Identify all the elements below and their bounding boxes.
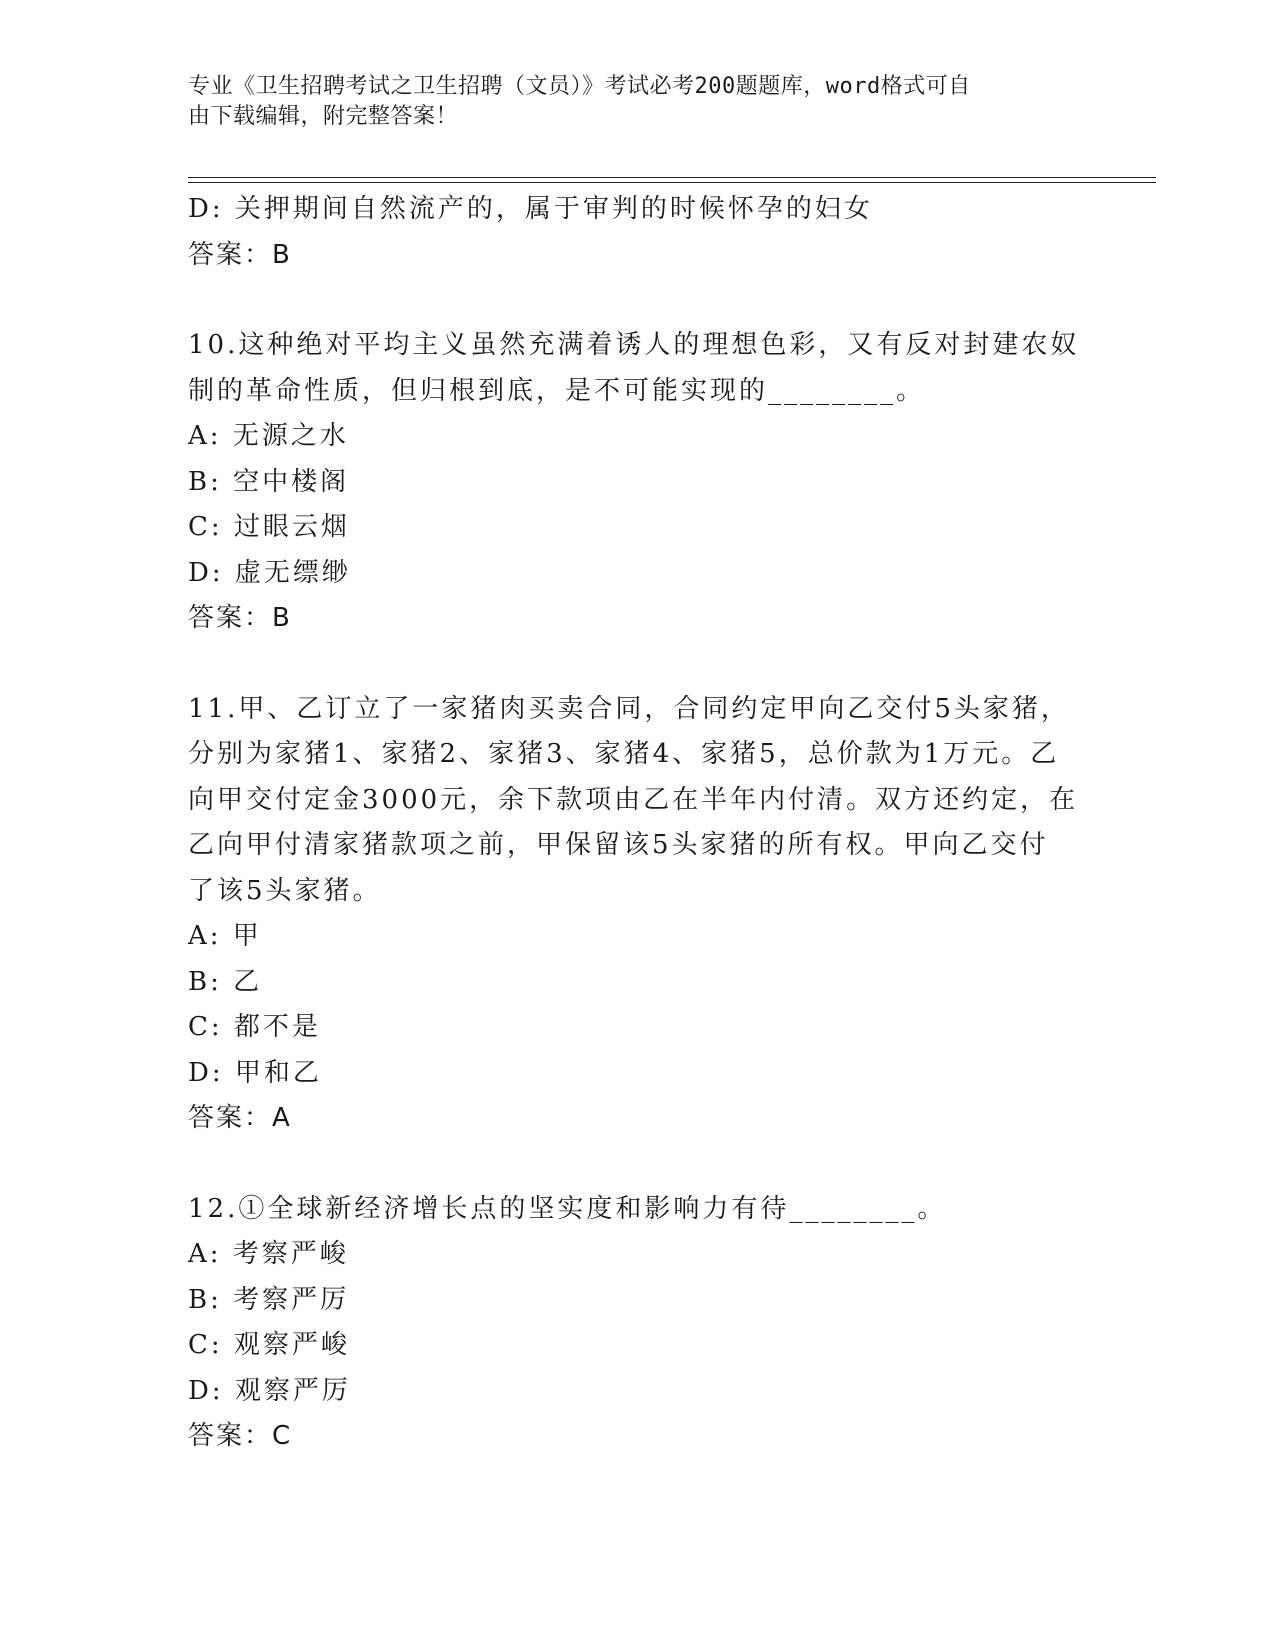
prev-question-tail [188, 187, 1088, 278]
stem-line: 12.①全球新经济增长点的坚实度和影响力有待________。 [188, 1193, 947, 1224]
question-block-11 [188, 687, 1088, 1142]
option-d: D: 虚无缥缈 [188, 557, 351, 588]
option-b: B: 乙 [188, 966, 263, 997]
stem-line: 乙向甲付清家猪款项之前，甲保留该5头家猪的所有权。甲向乙交付 [188, 830, 1049, 860]
question-stem [188, 687, 1088, 915]
option-c: C: 观察严峻 [188, 1330, 350, 1360]
option-c: C: 都不是 [188, 1012, 321, 1042]
stem-line: 了该5头家猪。 [188, 875, 382, 906]
stem-line: 分别为家猪1、家猪2、家猪3、家猪4、家猪5，总价款为1万元。乙 [188, 739, 1060, 769]
answer-line: 答案：A [188, 1103, 292, 1133]
answer-line: 答案：C [188, 1421, 293, 1451]
option-a: A: 甲 [188, 921, 262, 951]
answer-line: 答案：B [188, 239, 292, 270]
question-stem [188, 1187, 1088, 1233]
document-header [188, 72, 1068, 132]
stem-line: 制的革命性质，但归根到底，是不可能实现的________。 [188, 375, 926, 406]
option-b: B: 空中楼阁 [188, 466, 350, 497]
option-a: A: 无源之水 [188, 421, 349, 451]
option-d: D: 甲和乙 [188, 1057, 322, 1088]
question-list [188, 187, 1088, 1460]
header-divider-bottom [188, 182, 1156, 183]
answer-line: 答案：B [188, 603, 292, 633]
stem-line: 向甲交付定金3000元，余下款项由乙在半年内付清。双方还约定，在 [188, 784, 1079, 815]
option-d: D: 关押期间自然流产的，属于审判的时候怀孕的妇女 [188, 194, 873, 224]
header-divider-top [188, 177, 1156, 178]
header-line-2: 由下载编辑，附完整答案！ [188, 104, 459, 129]
option-d: D: 观察严厉 [188, 1375, 351, 1406]
option-a: A: 考察严峻 [188, 1239, 349, 1269]
question-block-12 [188, 1187, 1088, 1460]
stem-line: 11.甲、乙订立了一家猪肉买卖合同，合同约定甲向乙交付5头家猪， [188, 693, 1070, 724]
option-b: B: 考察严厉 [188, 1284, 350, 1315]
question-block-10 [188, 323, 1088, 642]
stem-line: 10.这种绝对平均主义虽然充满着诱人的理想色彩，又有反对封建农奴 [188, 330, 1080, 360]
option-c: C: 过眼云烟 [188, 512, 350, 542]
question-stem [188, 323, 1088, 414]
header-line-1: 专业《卫生招聘考试之卫生招聘（文员）》考试必考200题题库，word格式可自 [188, 74, 971, 99]
